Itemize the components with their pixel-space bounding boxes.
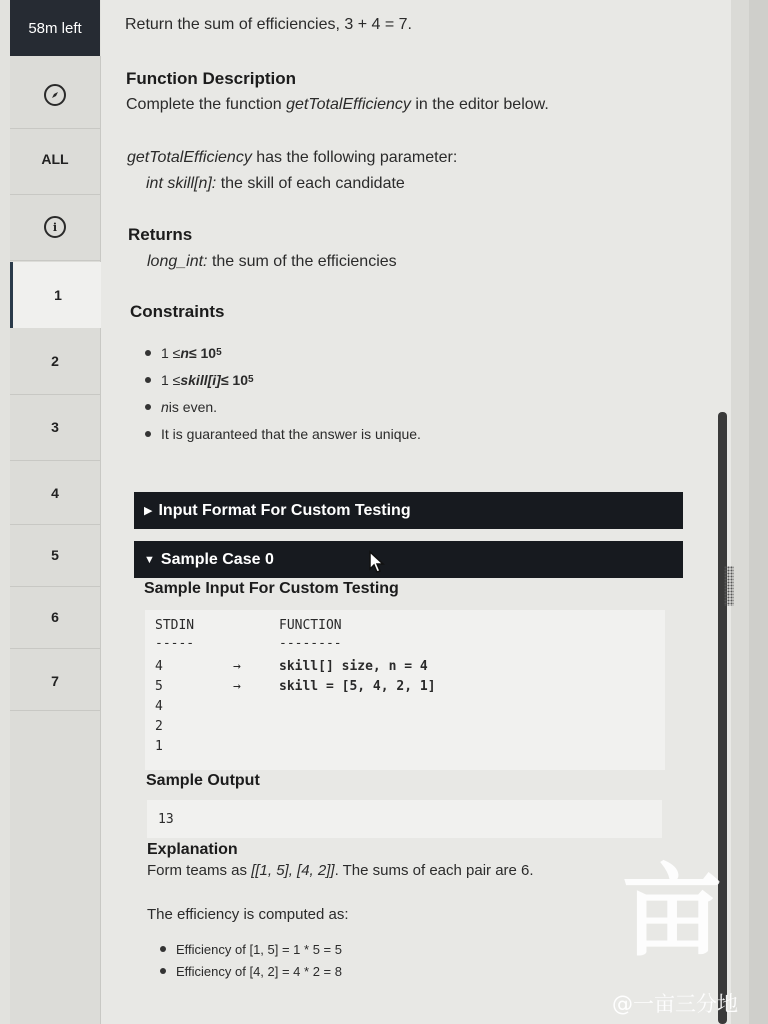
sample-output-value: 13 bbox=[158, 811, 174, 827]
resize-grip-icon[interactable] bbox=[724, 566, 734, 606]
triangle-down-icon: ▼ bbox=[144, 553, 155, 566]
function-header: FUNCTION bbox=[279, 618, 342, 633]
sidebar-item-notes[interactable] bbox=[10, 62, 100, 128]
stdin-divider: ----- bbox=[155, 636, 195, 651]
arrow-icon: → bbox=[233, 679, 241, 694]
constraints-heading: Constraints bbox=[130, 302, 225, 321]
scrollbar-track[interactable] bbox=[731, 0, 749, 1024]
function-description-text: Complete the function getTotalEfficiency in the editor below. bbox=[126, 96, 549, 113]
explanation-line-1: Form teams as [[1, 5], [4, 2]]. The sums of each pair are 6. bbox=[147, 862, 534, 879]
intro-text: Return the sum of efficiencies, 3 + 4 = 7. bbox=[125, 16, 412, 33]
list-item: Efficiency of [4, 2] = 4 * 2 = 8 bbox=[160, 960, 342, 982]
sidebar-item-question-7[interactable] bbox=[10, 648, 100, 714]
stdin-value: 1 bbox=[155, 739, 163, 754]
sidebar-item-label: 6 bbox=[51, 609, 59, 625]
sidebar-item-label: 5 bbox=[51, 547, 59, 563]
returns-heading: Returns bbox=[128, 225, 193, 244]
function-name: getTotalEfficiency bbox=[286, 96, 411, 113]
sidebar-item-label: 3 bbox=[51, 419, 59, 435]
explanation-line-2: The efficiency is computed as: bbox=[147, 906, 349, 923]
parameter-skill: int skill[n]: the skill of each candidate bbox=[146, 175, 405, 192]
list-item: Efficiency of [1, 5] = 1 * 5 = 5 bbox=[160, 938, 342, 960]
timer-badge: 58m left bbox=[10, 0, 100, 56]
info-icon: i bbox=[44, 216, 66, 238]
stdin-header: STDIN bbox=[155, 618, 195, 633]
sample-input-heading: Sample Input For Custom Testing bbox=[144, 580, 399, 597]
sample-case-toggle[interactable] bbox=[134, 541, 683, 578]
parameters-line: getTotalEfficiency has the following parameter: bbox=[127, 149, 458, 166]
sidebar-item-info[interactable] bbox=[10, 194, 100, 260]
triangle-right-icon: ▶ bbox=[144, 505, 153, 517]
returns-text: long_int: the sum of the efficiencies bbox=[147, 253, 397, 270]
function-value: skill = [5, 4, 2, 1] bbox=[279, 679, 436, 694]
watermark-text: @一亩三分地 bbox=[612, 992, 738, 1016]
function-value: skill[] size, n = 4 bbox=[279, 659, 428, 674]
sidebar-item-question-1[interactable] bbox=[10, 262, 103, 328]
sidebar-item-label: 1 bbox=[54, 287, 62, 303]
sidebar-item-question-6[interactable] bbox=[10, 584, 100, 650]
sidebar-item-question-3[interactable] bbox=[10, 394, 100, 460]
stdin-value: 5 bbox=[155, 679, 163, 694]
watermark-logo: 亩 bbox=[622, 853, 722, 970]
explanation-heading: Explanation bbox=[147, 841, 238, 858]
sample-input-code bbox=[145, 610, 665, 770]
compass-icon bbox=[44, 84, 66, 106]
list-item: It is guaranteed that the answer is unique. bbox=[145, 420, 421, 447]
mouse-cursor-icon bbox=[368, 550, 386, 574]
input-format-toggle[interactable] bbox=[134, 492, 683, 529]
sidebar-item-question-5[interactable] bbox=[10, 522, 100, 588]
arrow-icon: → bbox=[233, 659, 241, 674]
sidebar-item-label: 4 bbox=[51, 485, 59, 501]
list-item: n is even. bbox=[145, 393, 421, 420]
stdin-value: 4 bbox=[155, 699, 163, 714]
sidebar-item-label: 2 bbox=[51, 353, 59, 369]
window-edge bbox=[749, 0, 768, 1024]
sidebar-item-label: 7 bbox=[51, 673, 59, 689]
sample-case-label: Sample Case 0 bbox=[160, 550, 274, 568]
stdin-value: 2 bbox=[155, 719, 163, 734]
question-sidebar bbox=[10, 56, 101, 1024]
sample-output-code bbox=[147, 800, 662, 838]
efficiency-list bbox=[160, 938, 342, 982]
list-item: 1 ≤ skill[i] ≤ 10 5 bbox=[145, 366, 421, 393]
sidebar-item-question-4[interactable] bbox=[10, 460, 100, 526]
sidebar-item-question-2[interactable] bbox=[10, 328, 100, 394]
list-item: 1 ≤ n ≤ 10 5 bbox=[145, 339, 421, 366]
function-divider: -------- bbox=[279, 636, 342, 651]
input-format-label: Input Format For Custom Testing bbox=[158, 501, 411, 519]
sidebar-item-all-label: ALL bbox=[41, 151, 69, 167]
stdin-value: 4 bbox=[155, 659, 163, 674]
constraints-list bbox=[145, 339, 421, 447]
function-description-heading: Function Description bbox=[126, 69, 296, 88]
sidebar-item-all[interactable] bbox=[10, 126, 100, 192]
sample-output-heading: Sample Output bbox=[146, 772, 260, 789]
